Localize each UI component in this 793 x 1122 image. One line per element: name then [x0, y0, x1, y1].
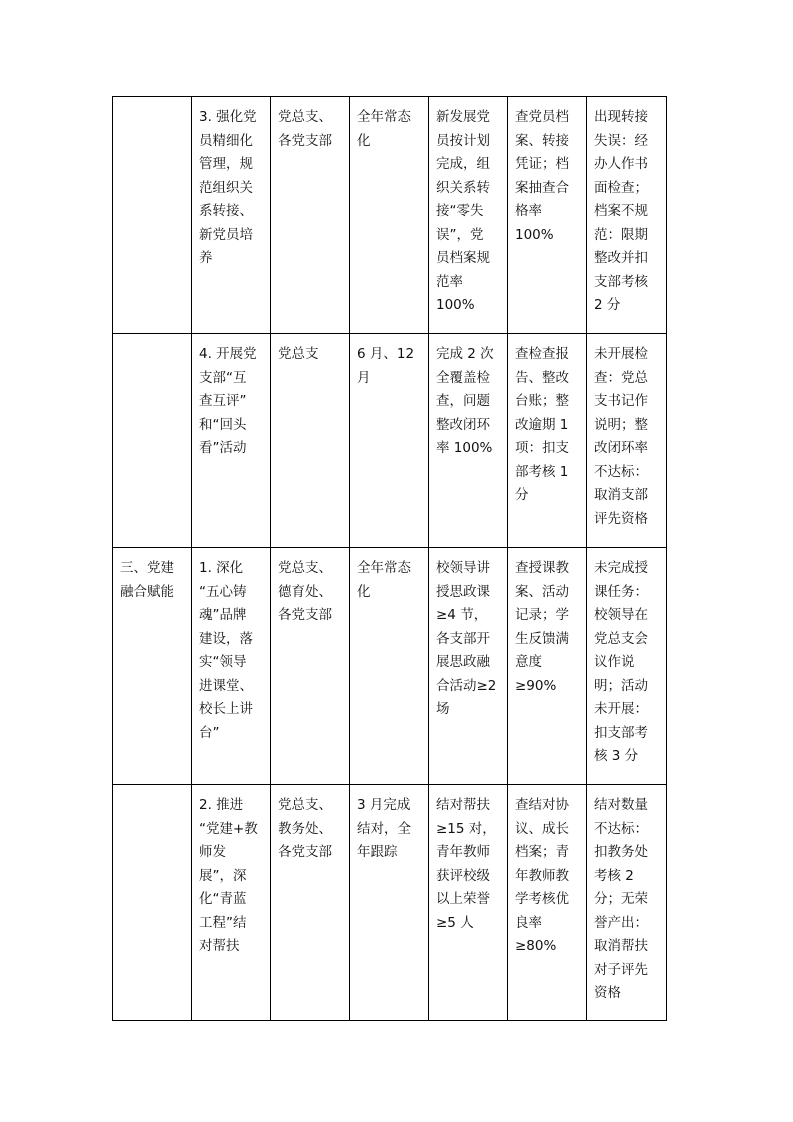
table-row: [113, 548, 667, 785]
category-cell: [113, 97, 192, 334]
owner-cell: 党总支、 德育处、 各党支部: [271, 548, 350, 785]
target-cell: 完成 2 次 全覆盖检 查，问题 整改闭环 率 100%: [429, 334, 508, 548]
category-cell: [113, 334, 192, 548]
task-cell: 3. 强化党 员精细化 管理，规 范组织关 系转接、 新党员培 养: [192, 97, 271, 334]
target-cell: 新发展党 员按计划 完成，组 织关系转 接“零失 误”，党 员档案规 范率 100%: [429, 97, 508, 334]
penalty-cell: 结对数量 不达标： 扣教务处 考核 2 分；无荣 誉产出： 取消帮扶 对子评先 资格: [587, 785, 667, 1021]
owner-cell: 党总支、 教务处、 各党支部: [271, 785, 350, 1021]
check-method-cell: 查授课教 案、活动 记录；学 生反馈满 意度 ≥90%: [508, 548, 587, 785]
time-cell: 6 月、12 月: [350, 334, 429, 548]
task-cell: 1. 深化 “五心铸 魂”品牌 建设，落 实“领导 进课堂、 校长上讲 台”: [192, 548, 271, 785]
check-method-cell: 查结对协 议、成长 档案；青 年教师教 学考核优 良率 ≥80%: [508, 785, 587, 1021]
table-row: [113, 785, 667, 1021]
check-method-cell: 查党员档 案、转接 凭证；档 案抽查合 格率 100%: [508, 97, 587, 334]
owner-cell: 党总支、 各党支部: [271, 97, 350, 334]
penalty-cell: 出现转接 失误：经 办人作书 面检查； 档案不规 范：限期 整改并扣 支部考核 2 分: [587, 97, 667, 334]
time-cell: 全年常态 化: [350, 548, 429, 785]
check-method-cell: 查检查报 告、整改 台账；整 改逾期 1 项：扣支 部考核 1 分: [508, 334, 587, 548]
owner-cell: 党总支: [271, 334, 350, 548]
category-cell: [113, 785, 192, 1021]
table-row: [113, 334, 667, 548]
category-cell: 三、党建 融合赋能: [113, 548, 192, 785]
table-row: [113, 97, 667, 334]
target-cell: 结对帮扶 ≥15 对， 青年教师 获评校级 以上荣誉 ≥5 人: [429, 785, 508, 1021]
penalty-cell: 未完成授 课任务： 校领导在 党总支会 议作说 明；活动 未开展： 扣支部考 核 3 分: [587, 548, 667, 785]
target-cell: 校领导讲 授思政课 ≥4 节， 各支部开 展思政融 合活动≥2 场: [429, 548, 508, 785]
work-plan-table: [112, 96, 667, 1021]
time-cell: 3 月完成 结对，全 年跟踪: [350, 785, 429, 1021]
task-cell: 4. 开展党 支部“互 查互评” 和“回头 看”活动: [192, 334, 271, 548]
time-cell: 全年常态 化: [350, 97, 429, 334]
penalty-cell: 未开展检 查：党总 支书记作 说明；整 改闭环率 不达标： 取消支部 评先资格: [587, 334, 667, 548]
task-cell: 2. 推进 “党建+教 师发 展”，深 化“青蓝 工程”结 对帮扶: [192, 785, 271, 1021]
